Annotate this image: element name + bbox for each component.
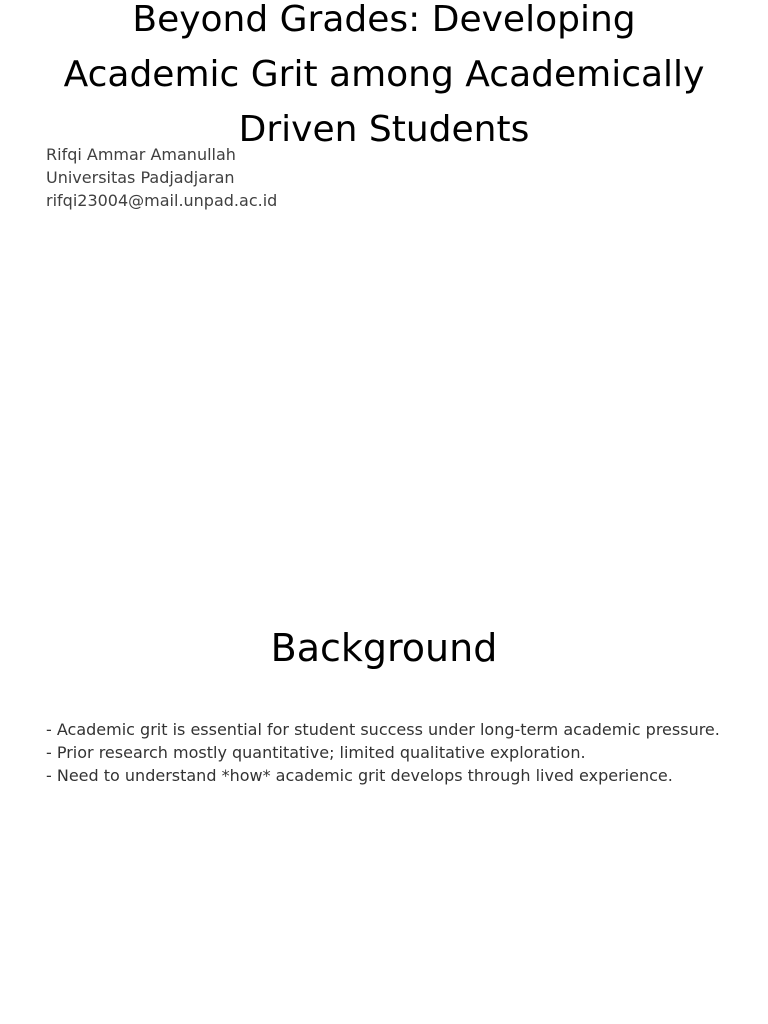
presentation-title: Beyond Grades: Developing Academic Grit among Academically Driven Students: [63, 0, 705, 150]
author-block: [46, 143, 277, 212]
author-name: Rifqi Ammar Amanullah: [46, 145, 236, 164]
bullet-item: - Prior research mostly quantitative; limited qualitative exploration.: [46, 743, 586, 762]
background-slide: [0, 512, 768, 1024]
author-email: rifqi23004@mail.unpad.ac.id: [46, 191, 278, 210]
author-affiliation: Universitas Padjadjaran: [46, 168, 235, 187]
bullet-item: - Need to understand *how* academic grit develops through lived experience.: [46, 766, 673, 785]
bullet-list: [46, 718, 720, 787]
section-heading: Background: [270, 626, 498, 670]
bullet-item: - Academic grit is essential for student success under long-term academic pressure.: [46, 720, 720, 739]
